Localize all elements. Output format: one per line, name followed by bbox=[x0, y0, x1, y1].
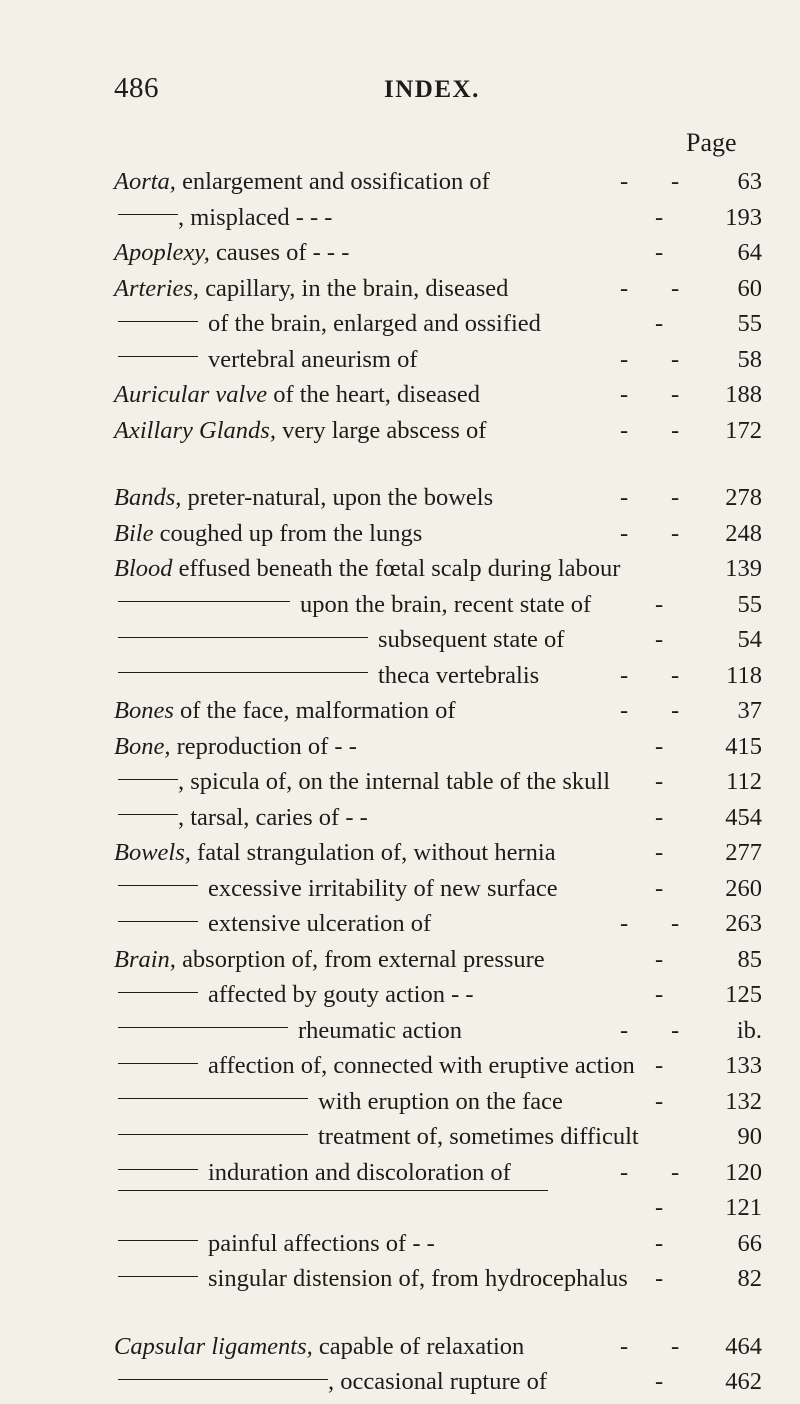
entry-description: reproduction of - - bbox=[170, 732, 357, 760]
leader-dashes: - bbox=[655, 310, 664, 337]
page-reference: 54 bbox=[737, 626, 762, 653]
index-entry bbox=[0, 381, 800, 417]
entry-description: induration and discoloration of bbox=[208, 1158, 511, 1186]
entry-text bbox=[118, 768, 610, 796]
leader-dashes: - bbox=[655, 1368, 664, 1395]
page-reference: 58 bbox=[737, 345, 762, 373]
page-reference: 462 bbox=[725, 1368, 762, 1395]
page-reference: 82 bbox=[737, 1265, 762, 1292]
page-reference: 90 bbox=[737, 1123, 762, 1150]
ditto-rule bbox=[118, 1169, 198, 1170]
entry-headword: Bile bbox=[114, 519, 154, 547]
entry-headword: Blood bbox=[114, 555, 173, 582]
entry-description: treatment of, sometimes difficult bbox=[318, 1123, 639, 1150]
page-reference: 172 bbox=[725, 416, 762, 444]
page-reference: 454 bbox=[725, 803, 762, 831]
page-reference: 263 bbox=[725, 910, 762, 937]
page-reference: 121 bbox=[725, 1194, 762, 1221]
leader-dashes: - - bbox=[620, 910, 680, 937]
ditto-rule bbox=[118, 637, 368, 638]
leader-dashes: - bbox=[655, 981, 664, 1008]
page-reference: 66 bbox=[737, 1229, 762, 1257]
entry-description: painful affections of - - bbox=[208, 1229, 435, 1257]
index-entry bbox=[0, 275, 800, 311]
entry-text bbox=[114, 555, 620, 583]
entry-text bbox=[118, 1088, 563, 1116]
ditto-rule bbox=[118, 992, 198, 993]
entry-text bbox=[118, 875, 558, 903]
page-reference: 112 bbox=[726, 768, 762, 795]
index-entry bbox=[0, 591, 800, 627]
leader-dashes: - bbox=[655, 1087, 664, 1115]
page-header bbox=[114, 72, 480, 105]
ditto-rule bbox=[118, 1240, 198, 1241]
page-reference: 64 bbox=[737, 239, 762, 266]
page-reference: 125 bbox=[725, 981, 762, 1008]
index-entry bbox=[0, 168, 800, 204]
index-entry bbox=[0, 946, 800, 982]
page-reference: 132 bbox=[725, 1087, 762, 1115]
leader-dashes: - bbox=[655, 590, 664, 618]
entry-headword: Bowels, bbox=[114, 839, 191, 866]
ditto-rule bbox=[118, 1063, 198, 1064]
entry-description: singular distension of, from hydrocephalus bbox=[208, 1265, 628, 1292]
index-entry bbox=[0, 1333, 800, 1369]
entry-text bbox=[118, 1265, 628, 1293]
index-entry bbox=[0, 1052, 800, 1088]
leader-dashes: - - bbox=[620, 381, 680, 408]
entry-text bbox=[114, 168, 490, 196]
ditto-rule bbox=[118, 214, 178, 215]
entry-text bbox=[118, 1368, 547, 1396]
page-reference: 118 bbox=[726, 661, 762, 689]
entry-description: extensive ulceration of bbox=[208, 910, 432, 937]
ditto-rule bbox=[118, 1276, 198, 1277]
index-entry bbox=[0, 697, 800, 733]
page-reference: 464 bbox=[725, 1332, 762, 1360]
entry-text bbox=[118, 804, 368, 832]
entry-text bbox=[118, 1017, 462, 1045]
leader-dashes: - - bbox=[620, 274, 680, 302]
leader-dashes: - bbox=[655, 1265, 664, 1292]
index-entry bbox=[0, 1230, 800, 1266]
entry-description: affected by gouty action - - bbox=[208, 981, 474, 1008]
index-entry bbox=[0, 733, 800, 769]
ditto-rule bbox=[118, 672, 368, 673]
leader-dashes: - bbox=[655, 239, 664, 266]
leader-dashes: - - bbox=[620, 519, 680, 547]
index-entry bbox=[0, 1194, 800, 1230]
ditto-rule bbox=[118, 1134, 308, 1135]
entry-text bbox=[114, 697, 456, 725]
column-heading-page: Page bbox=[686, 128, 737, 157]
entry-headword: Capsular ligaments, bbox=[114, 1332, 313, 1360]
leader-dashes: - bbox=[655, 768, 664, 795]
entry-headword: Aorta, bbox=[114, 168, 176, 195]
entry-text bbox=[118, 1230, 435, 1258]
index-entry bbox=[0, 310, 800, 346]
index-entry bbox=[0, 910, 800, 946]
ditto-rule bbox=[118, 921, 198, 922]
entry-description: capillary, in the brain, diseased bbox=[199, 274, 509, 302]
entry-description: , tarsal, caries of - - bbox=[178, 803, 368, 831]
page-reference: 37 bbox=[737, 697, 762, 724]
entry-description: rheumatic action bbox=[298, 1016, 462, 1044]
page-reference: 133 bbox=[725, 1052, 762, 1079]
entry-headword: Brain, bbox=[114, 945, 176, 973]
entry-description: coughed up from the lungs bbox=[153, 519, 423, 547]
entry-text bbox=[114, 946, 545, 974]
ditto-rule bbox=[118, 1379, 328, 1380]
entry-text bbox=[114, 839, 556, 867]
entry-description: preter-natural, upon the bowels bbox=[181, 484, 494, 511]
index-entry bbox=[0, 875, 800, 911]
leader-dashes: - - bbox=[620, 1158, 680, 1186]
ditto-rule bbox=[118, 321, 198, 322]
page-reference: 60 bbox=[737, 274, 762, 302]
entry-description: absorption of, from external pressure bbox=[175, 945, 545, 973]
ditto-rule bbox=[118, 779, 178, 780]
page-reference: 278 bbox=[725, 484, 762, 511]
page-reference: 277 bbox=[725, 839, 762, 866]
entry-headword: Bands, bbox=[114, 484, 182, 511]
leader-dashes: - - bbox=[620, 484, 680, 511]
leader-dashes: - - bbox=[620, 168, 680, 195]
page-number: 486 bbox=[114, 72, 159, 104]
leader-dashes: - - bbox=[620, 661, 680, 689]
entry-headword: Bone, bbox=[114, 732, 171, 760]
entry-text bbox=[114, 239, 349, 267]
leader-dashes: - bbox=[655, 945, 664, 973]
entry-description: enlargement and ossification of bbox=[175, 168, 490, 195]
page-reference: 55 bbox=[737, 310, 762, 337]
entry-description: causes of - - - bbox=[209, 239, 350, 266]
leader-dashes: - - bbox=[620, 1332, 680, 1360]
page-reference: 85 bbox=[737, 945, 762, 973]
entry-text bbox=[114, 1333, 524, 1361]
leader-dashes: - bbox=[655, 626, 664, 653]
leader-dashes: - bbox=[655, 732, 664, 760]
entry-text bbox=[118, 910, 431, 938]
entry-description: vertebral aneurism of bbox=[208, 345, 418, 373]
entry-text bbox=[118, 1123, 639, 1151]
entry-text bbox=[114, 275, 508, 303]
index-entry bbox=[0, 981, 800, 1017]
entry-description: with eruption on the face bbox=[318, 1087, 563, 1115]
index-entry bbox=[0, 239, 800, 275]
index-entry bbox=[0, 1088, 800, 1124]
index-entry bbox=[0, 204, 800, 240]
entry-text bbox=[118, 662, 539, 690]
entry-text bbox=[114, 484, 493, 512]
page-reference: 248 bbox=[725, 519, 762, 547]
page-reference: 139 bbox=[725, 555, 762, 582]
entry-description: , spicula of, on the internal table of the skull bbox=[178, 768, 611, 795]
entry-description: capable of relaxation bbox=[312, 1332, 525, 1360]
page-reference: 55 bbox=[737, 590, 762, 618]
ditto-rule bbox=[118, 601, 290, 602]
entry-description: fatal strangulation of, without hernia bbox=[190, 839, 556, 866]
index-entry bbox=[0, 768, 800, 804]
entry-text bbox=[114, 733, 357, 761]
leader-dashes: - - bbox=[620, 345, 680, 373]
entry-text bbox=[114, 417, 486, 445]
leader-dashes: - bbox=[655, 803, 664, 831]
ditto-rule bbox=[118, 356, 198, 357]
leader-dashes: - bbox=[655, 1052, 664, 1079]
entry-description: subsequent state of bbox=[378, 626, 565, 653]
ditto-rule bbox=[118, 885, 198, 886]
ditto-rule bbox=[118, 1190, 548, 1191]
entry-headword: Bones bbox=[114, 697, 174, 724]
index-entry bbox=[0, 346, 800, 382]
page-reference: ib. bbox=[736, 1016, 762, 1044]
index-entry bbox=[0, 804, 800, 840]
index-entry bbox=[0, 1017, 800, 1053]
entry-description: , occasional rupture of bbox=[328, 1368, 548, 1395]
index-entry bbox=[0, 1123, 800, 1159]
entry-text bbox=[118, 626, 564, 654]
index-entry bbox=[0, 662, 800, 698]
index-entry bbox=[0, 555, 800, 591]
entry-description: upon the brain, recent state of bbox=[300, 590, 592, 618]
entry-description: affection of, connected with eruptive action bbox=[208, 1052, 635, 1079]
entry-description: theca vertebralis bbox=[378, 661, 540, 689]
leader-dashes: - - bbox=[620, 697, 680, 724]
ditto-rule bbox=[118, 1098, 308, 1099]
entry-description: of the heart, diseased bbox=[267, 381, 481, 408]
index-entry bbox=[0, 1265, 800, 1301]
leader-dashes: - - bbox=[620, 416, 680, 444]
index-entry bbox=[0, 1368, 800, 1404]
leader-dashes: - bbox=[655, 874, 664, 902]
ditto-rule bbox=[118, 1027, 288, 1028]
index-entry bbox=[0, 520, 800, 556]
leader-dashes: - bbox=[655, 839, 664, 866]
entry-description: excessive irritability of new surface bbox=[208, 874, 558, 902]
ditto-rule bbox=[118, 814, 178, 815]
entry-description: of the brain, enlarged and ossified bbox=[208, 310, 541, 337]
entry-text bbox=[118, 591, 591, 619]
index-entry bbox=[0, 839, 800, 875]
leader-dashes: - bbox=[655, 203, 664, 231]
page-title: INDEX. bbox=[384, 76, 480, 103]
index-entry bbox=[0, 417, 800, 453]
index-entry bbox=[0, 626, 800, 662]
entry-text bbox=[114, 381, 480, 409]
entry-headword: Auricular valve bbox=[114, 381, 268, 408]
page-reference: 188 bbox=[725, 381, 762, 408]
entry-text bbox=[118, 204, 332, 232]
page-reference: 193 bbox=[725, 203, 762, 231]
leader-dashes: - bbox=[655, 1194, 664, 1221]
leader-dashes: - bbox=[655, 1229, 664, 1257]
entry-headword: Axillary Glands, bbox=[114, 416, 276, 444]
entry-text bbox=[118, 346, 418, 374]
page-reference: 415 bbox=[725, 732, 762, 760]
entry-text bbox=[114, 520, 422, 548]
entry-description: very large abscess of bbox=[275, 416, 487, 444]
entry-headword: Arteries, bbox=[114, 274, 200, 302]
entry-headword: Apoplexy, bbox=[114, 239, 210, 266]
entry-text bbox=[118, 1159, 511, 1187]
entry-description: effused beneath the fœtal scalp during labour bbox=[172, 555, 621, 582]
entry-description: , misplaced - - - bbox=[178, 203, 333, 231]
page-reference: 120 bbox=[725, 1158, 762, 1186]
index-entry bbox=[0, 484, 800, 520]
entry-text bbox=[118, 310, 541, 338]
page-reference: 63 bbox=[737, 168, 762, 195]
entry-text bbox=[118, 1052, 635, 1080]
page-reference: 260 bbox=[725, 874, 762, 902]
leader-dashes: - - bbox=[620, 1016, 680, 1044]
entry-text bbox=[118, 981, 474, 1009]
entry-description: of the face, malformation of bbox=[173, 697, 456, 724]
